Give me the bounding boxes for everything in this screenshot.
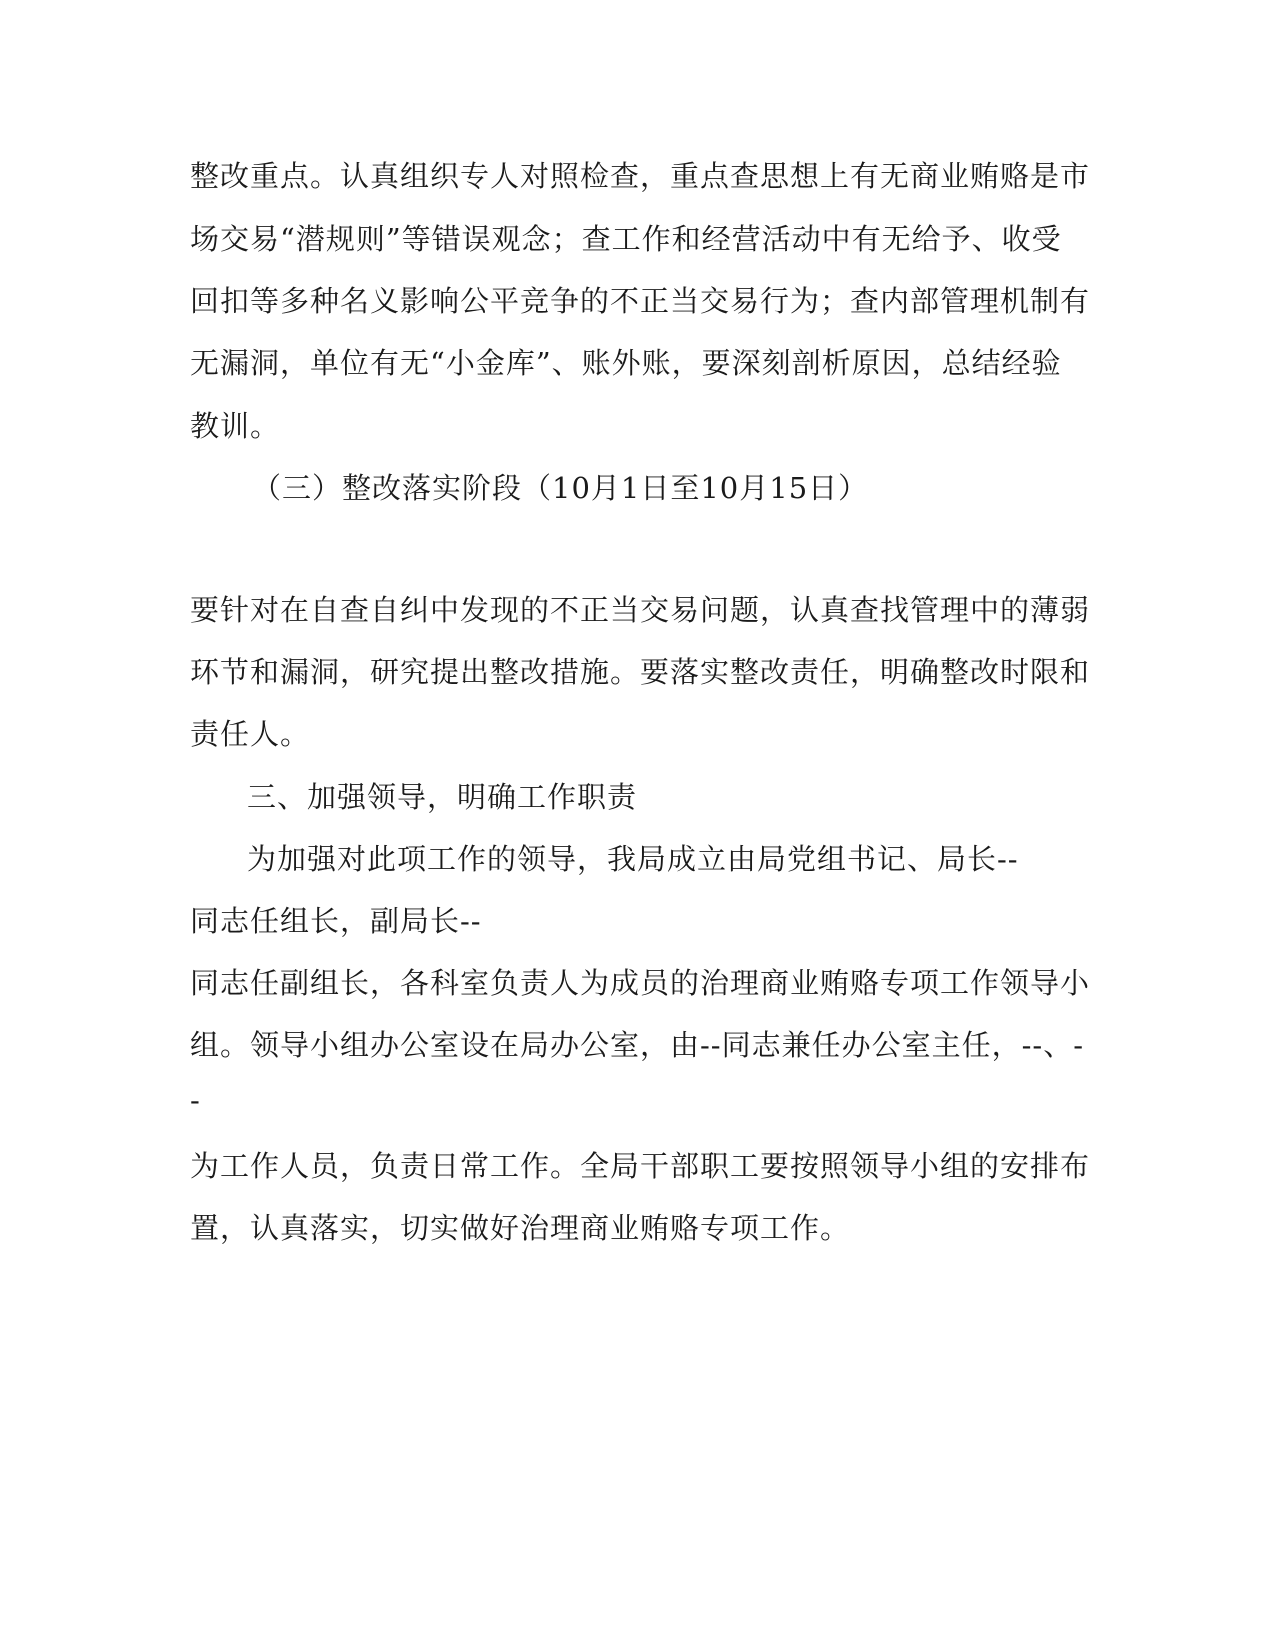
paragraph-line: - — [190, 1083, 201, 1117]
paragraph-line: 无漏洞，单位有无“小金库”、账外账，要深刻剖析原因，总结经验 — [190, 346, 1062, 380]
stage-heading: （三）整改落实阶段（10月1日至10月15日） — [252, 471, 869, 505]
section-heading: 三、加强领导，明确工作职责 — [247, 780, 638, 814]
paragraph-line: 整改重点。认真组织专人对照检查，重点查思想上有无商业贿赂是市 — [190, 159, 1091, 193]
paragraph-line: 同志任副组长，各科室负责人为成员的治理商业贿赂专项工作领导小 — [190, 966, 1091, 1000]
paragraph-line: 为工作人员，负责日常工作。全局干部职工要按照领导小组的安排布 — [190, 1149, 1091, 1183]
paragraph-line: 场交易“潜规则”等错误观念；查工作和经营活动中有无给予、收受 — [190, 222, 1062, 256]
paragraph-line: 置，认真落实，切实做好治理商业贿赂专项工作。 — [190, 1211, 851, 1245]
paragraph-line: 为加强对此项工作的领导，我局成立由局党组书记、局长-- — [247, 842, 1019, 876]
paragraph-line: 要针对在自查自纠中发现的不正当交易问题，认真查找管理中的薄弱 — [190, 593, 1091, 627]
paragraph-line: 教训。 — [190, 409, 281, 443]
paragraph-line: 回扣等多种名义影响公平竞争的不正当交易行为；查内部管理机制有 — [190, 284, 1091, 318]
paragraph-line: 同志任组长，副局长-- — [190, 904, 482, 938]
paragraph-line: 环节和漏洞，研究提出整改措施。要落实整改责任，明确整改时限和 — [190, 655, 1091, 689]
paragraph-line: 责任人。 — [190, 717, 311, 751]
paragraph-line: 组。领导小组办公室设在局办公室，由--同志兼任办公室主任，--、- — [190, 1028, 1084, 1062]
